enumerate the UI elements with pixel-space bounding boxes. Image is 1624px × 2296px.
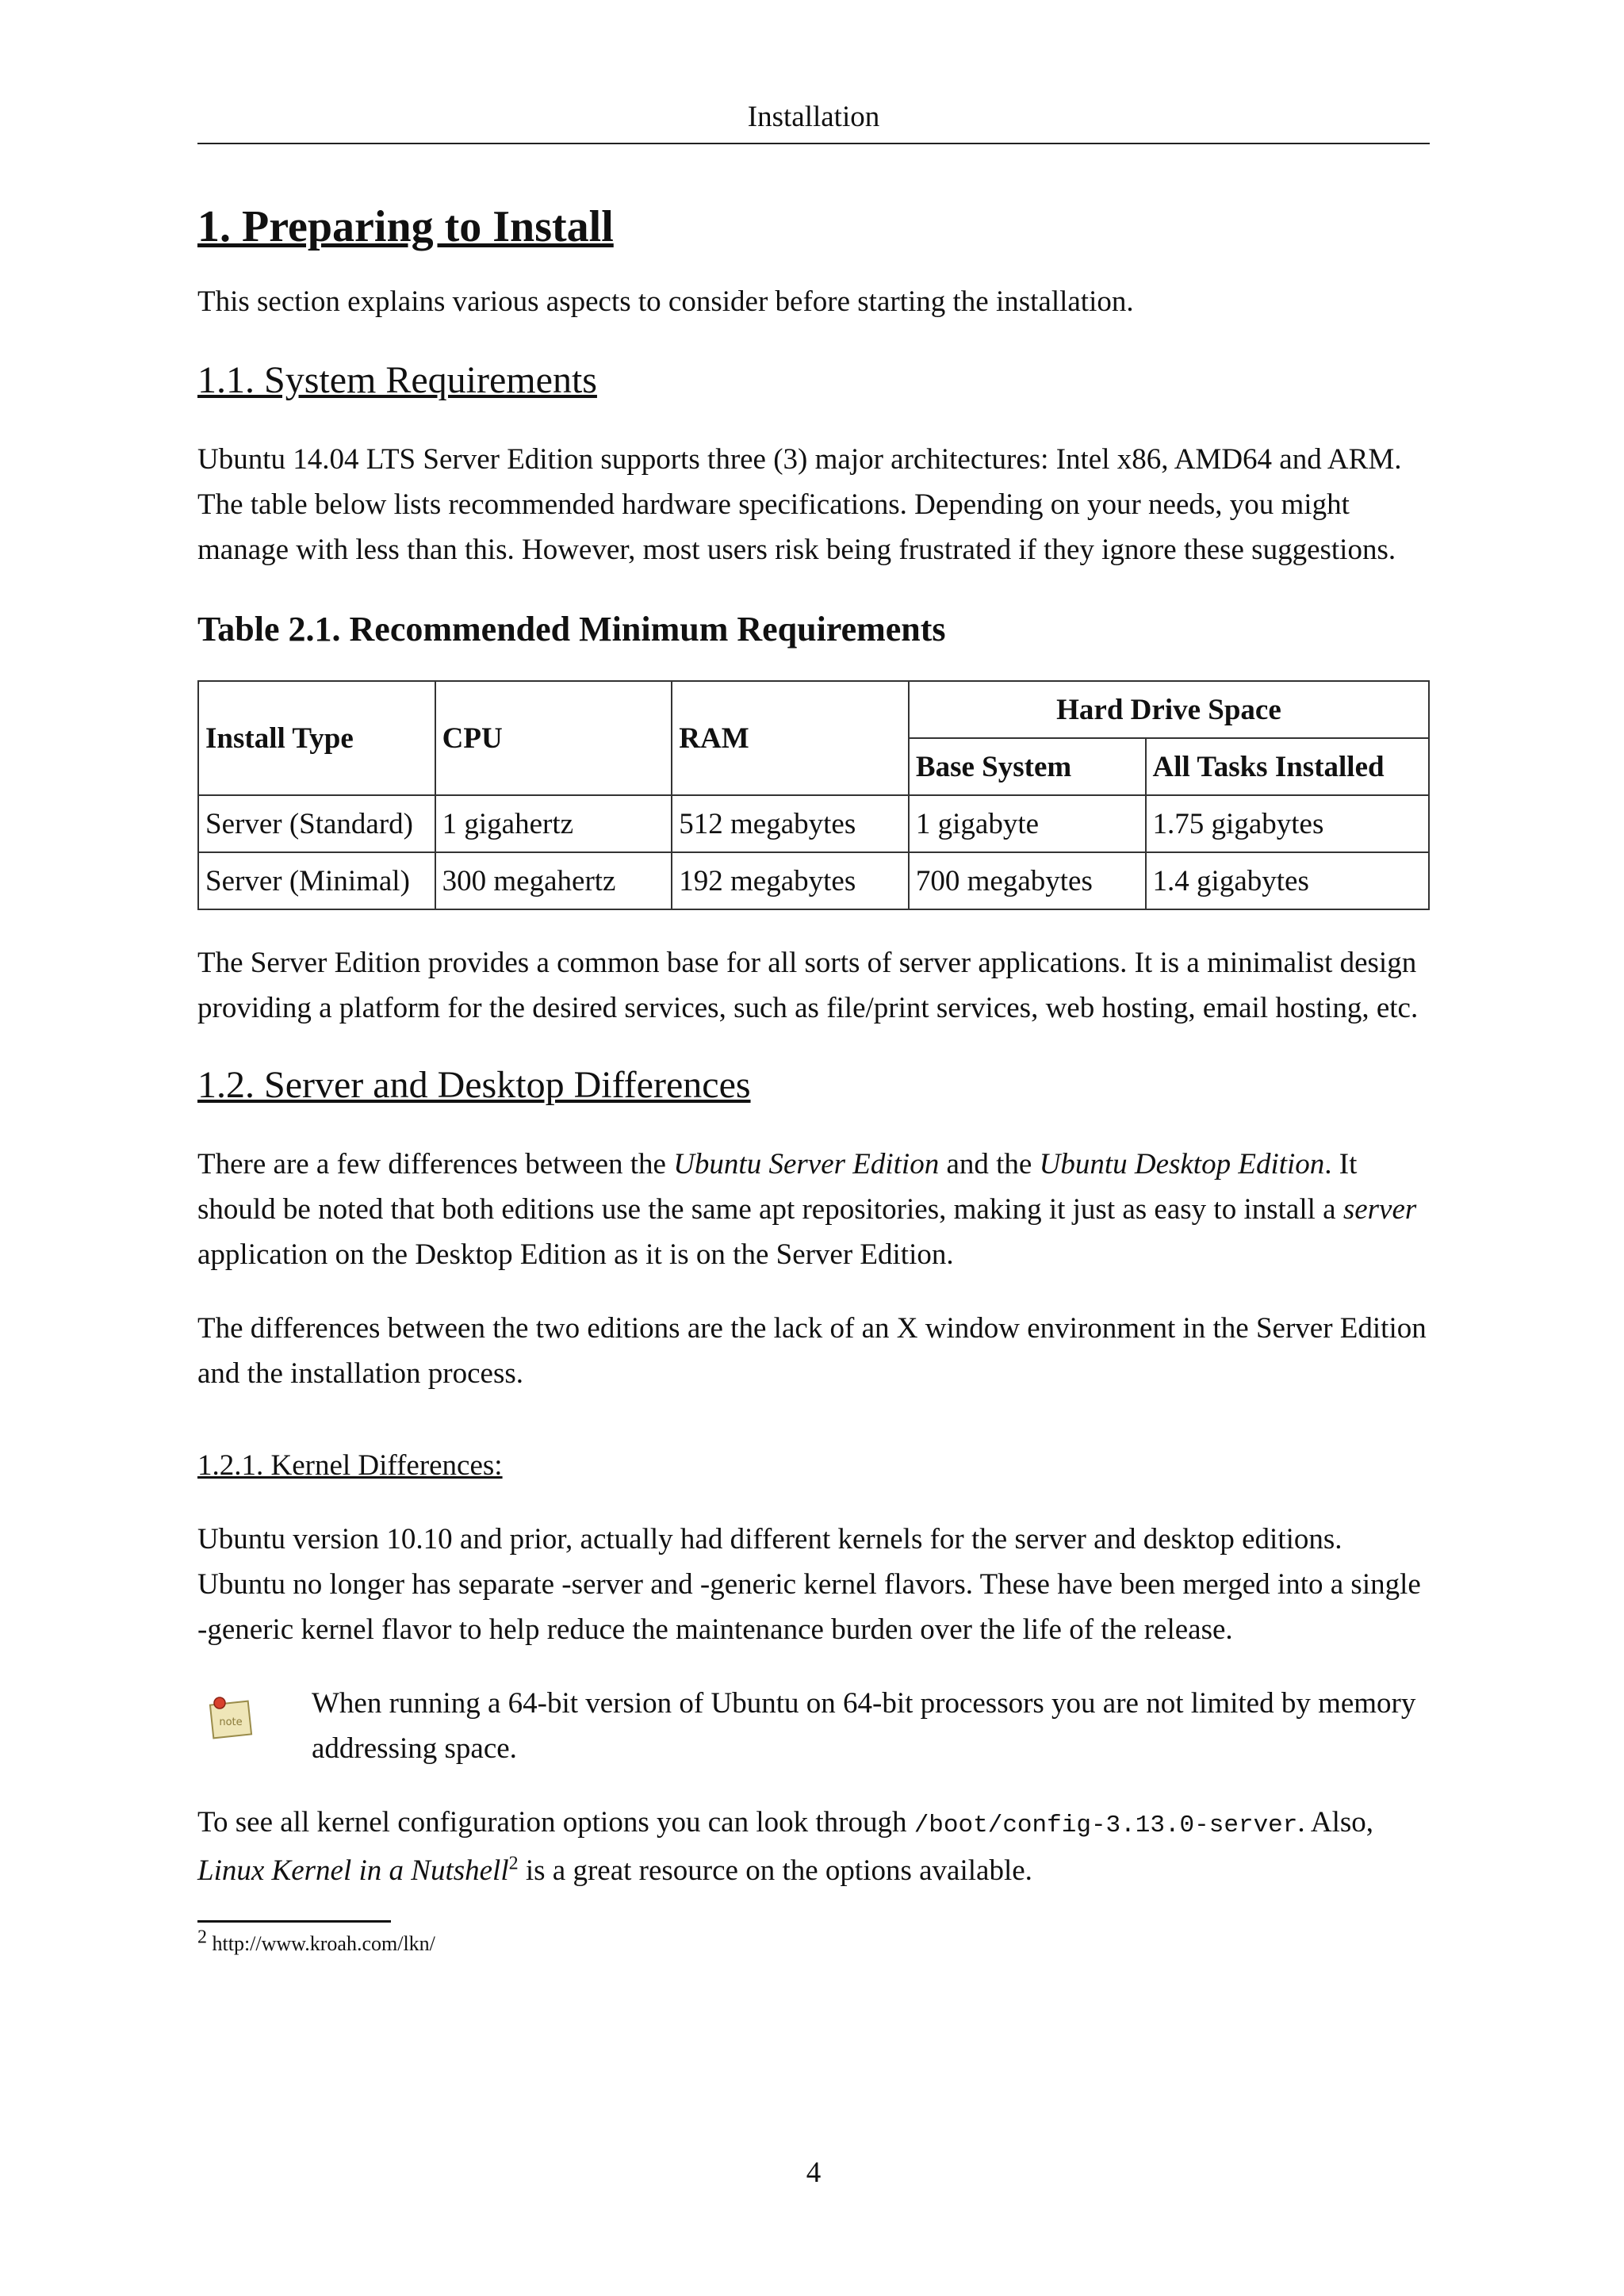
section-intro: This section explains various aspects to consider before starting the installation.: [197, 285, 1134, 318]
header-install-type: Install Type: [198, 681, 435, 795]
table-caption: Table 2.1. Recommended Minimum Requirements: [197, 610, 946, 649]
header-cpu: CPU: [435, 681, 672, 795]
server-edition-term: Ubuntu Server Edition: [673, 1148, 940, 1181]
footnote-reference[interactable]: 2: [508, 1853, 519, 1874]
note-icon-label: note: [219, 1716, 243, 1728]
kernel-paragraph: Ubuntu version 10.10 and prior, actually had different kernels for the server and desktop editions. Ubuntu no longer has separate -server and -generic kernel flavors. These have been merged into a single -generic kernel flavor to help reduce the maintenance burden over the life of the release.: [197, 1523, 1421, 1646]
text-run: is a great resource on the options available.: [518, 1854, 1032, 1887]
text-run: There are a few differences between the: [197, 1148, 674, 1181]
server-edition-paragraph: The Server Edition provides a common base for all sorts of server applications. It is a minimalist design providing a platform for the desired services, such as file/print services, web hosting, email hosting, etc.: [197, 947, 1419, 1024]
differences-paragraph-1: [197, 1142, 1430, 1277]
text-run: To see all kernel configuration options you can look through: [197, 1806, 914, 1839]
page-content: [197, 198, 1430, 1957]
page-number: 4: [806, 2156, 822, 2189]
header-ram: RAM: [672, 681, 909, 795]
cell-base-system: 1 gigabyte: [909, 795, 1146, 852]
requirements-table: [197, 680, 1430, 910]
footnote-divider: [197, 1920, 391, 1923]
footnote-mark: 2: [197, 1927, 207, 1948]
header-divider: [197, 143, 1430, 144]
system-requirements-paragraph: Ubuntu 14.04 LTS Server Edition supports three (3) major architectures: Intel x86, AMD64 and ARM. The table below lists recommended hardware specifications. Depending on your needs, you might manage with less than this. However, most users risk being frustrated if they ignore these suggestions.: [197, 443, 1402, 566]
desktop-edition-term: Ubuntu Desktop Edition: [1039, 1148, 1325, 1181]
text-run: application on the Desktop Edition as it is on the Server Edition.: [197, 1238, 954, 1271]
note-icon: [207, 1692, 255, 1741]
server-term: server: [1342, 1193, 1417, 1226]
header-all-tasks: All Tasks Installed: [1146, 738, 1429, 795]
table-row: [198, 852, 1429, 909]
text-run: . Also,: [1297, 1806, 1373, 1839]
differences-heading: 1.2. Server and Desktop Differences: [197, 1064, 751, 1106]
running-header: Installation: [747, 101, 880, 133]
config-path: /boot/config-3.13.0-server: [914, 1812, 1298, 1839]
cell-ram: 512 megabytes: [672, 795, 909, 852]
system-requirements-heading: 1.1. System Requirements: [197, 359, 597, 401]
note-text: When running a 64-bit version of Ubuntu on 64-bit processors you are not limited by memory addressing space.: [312, 1687, 1416, 1765]
cell-ram: 192 megabytes: [672, 852, 909, 909]
header-base-system: Base System: [909, 738, 1146, 795]
differences-paragraph-2: The differences between the two editions are the lack of an X window environment in the Server Edition and the installation process.: [197, 1312, 1427, 1390]
table-row: [198, 795, 1429, 852]
cell-install-type: Server (Minimal): [198, 852, 435, 909]
cell-all-tasks: 1.4 gigabytes: [1146, 852, 1429, 909]
cell-cpu: 1 gigahertz: [435, 795, 672, 852]
kernel-config-paragraph: [197, 1800, 1430, 1893]
kernel-differences-heading: 1.2.1. Kernel Differences:: [197, 1449, 503, 1482]
table-header-row: [198, 681, 1429, 738]
section-title: 1. Preparing to Install: [197, 202, 614, 251]
text-run: . It should be noted that both editions use the same apt repositories, making it just as easy to install a: [197, 1148, 1358, 1226]
header-hard-drive-space: Hard Drive Space: [909, 681, 1429, 738]
footnote-link[interactable]: http://www.kroah.com/lkn/: [212, 1932, 435, 1955]
note-box: [197, 1681, 1430, 1771]
cell-cpu: 300 megahertz: [435, 852, 672, 909]
text-run: and the: [939, 1148, 1040, 1181]
cell-all-tasks: 1.75 gigabytes: [1146, 795, 1429, 852]
footnote: [197, 1927, 1430, 1957]
cell-install-type: Server (Standard): [198, 795, 435, 852]
book-title: Linux Kernel in a Nutshell: [197, 1854, 509, 1887]
cell-base-system: 700 megabytes: [909, 852, 1146, 909]
